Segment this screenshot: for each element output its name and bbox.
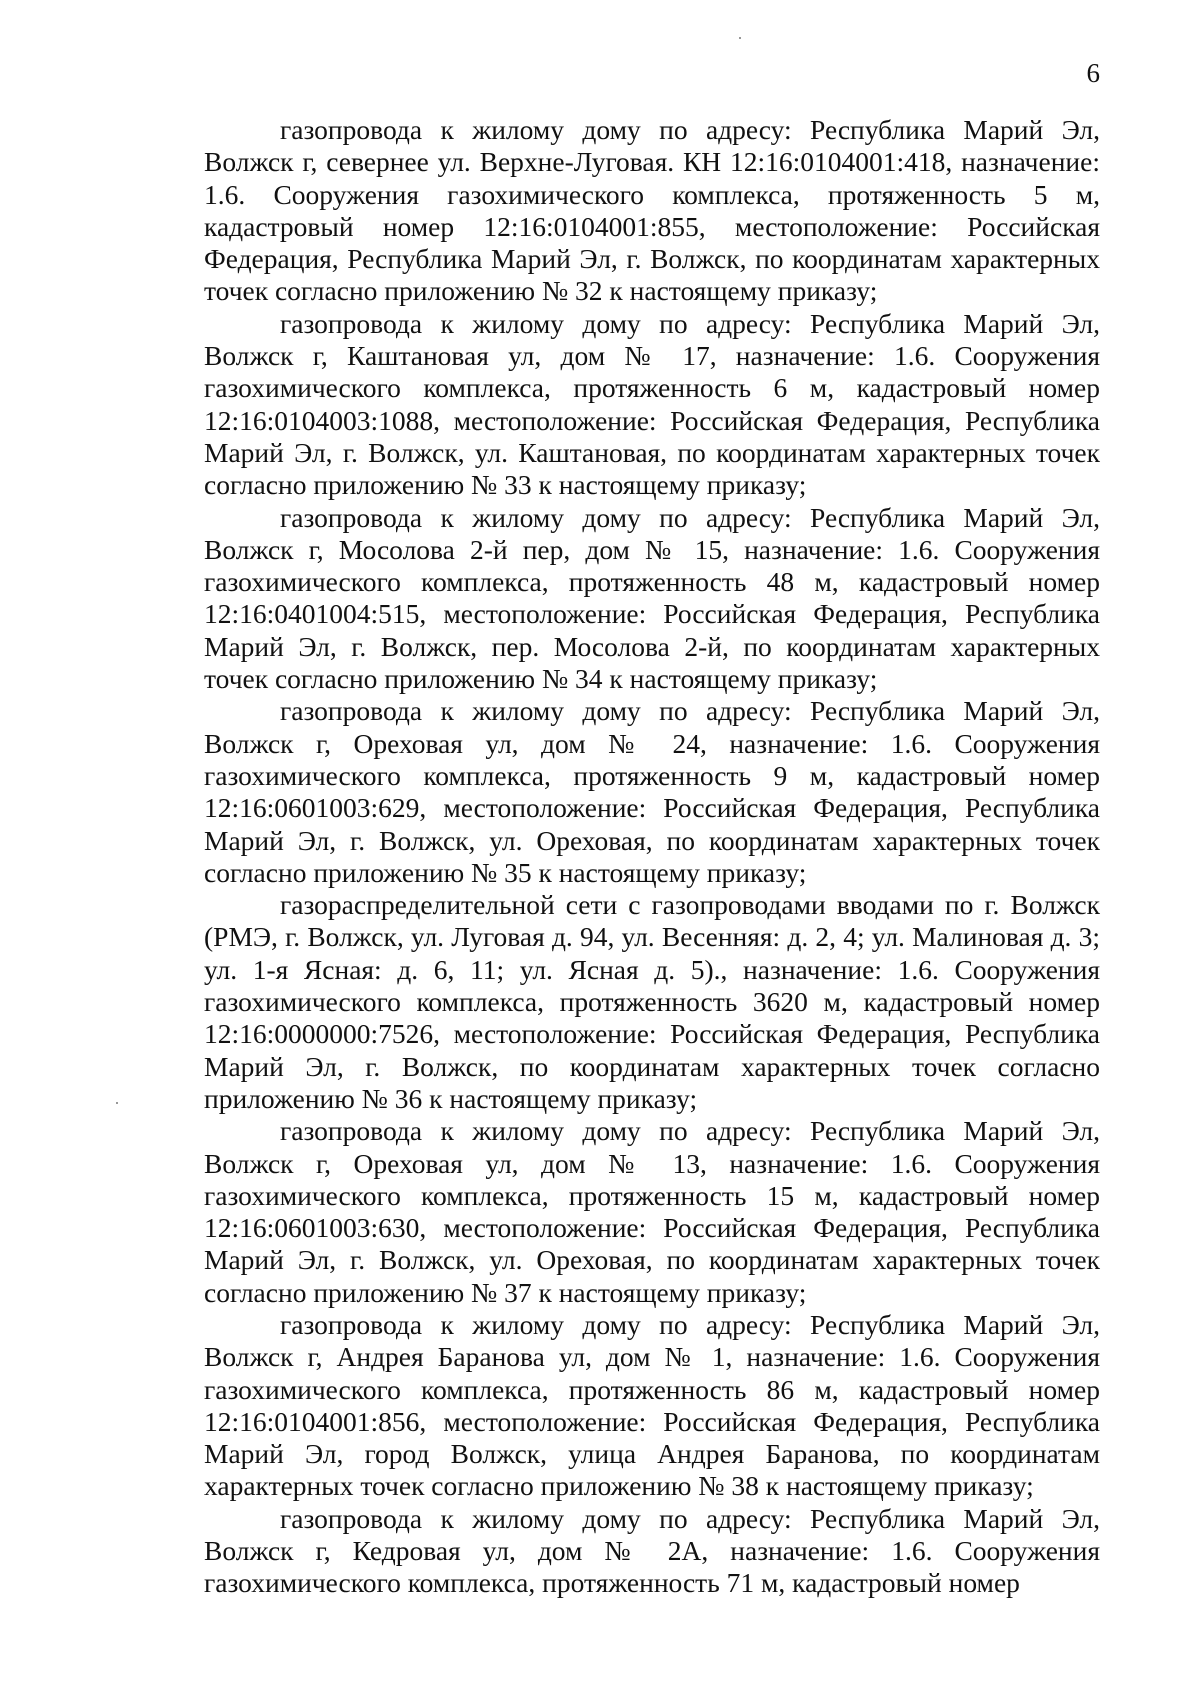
- paragraph-8: газопровода к жилому дому по адресу: Республика Марий Эл, Волжск г, Кедровая ул, дом № 2А, назначение: 1.6. Сооружения газохимического комплекса, протяженность 71 м, кадастровый номер: [204, 1502, 1100, 1599]
- paragraph-4: газопровода к жилому дому по адресу: Республика Марий Эл, Волжск г, Ореховая ул, дом № 24, назначение: 1.6. Сооружения газохимического комплекса, протяженность 9 м, кадастровый номер 12:16:0601003:629, местоположение: Российская Федерация, Республика Марий Эл, г. Волжск, ул. Ореховая, по координатам характерных точек согласно приложению № 35 к настоящему приказу;: [204, 695, 1100, 888]
- paragraph-2: газопровода к жилому дому по адресу: Республика Марий Эл, Волжск г, Каштановая ул, дом № 17, назначение: 1.6. Сооружения газохимического комплекса, протяженность 6 м, кадастровый номер 12:16:0104003:1088, местоположение: Российская Федерация, Республика Марий Эл, г. Волжск, ул. Каштановая, по координатам характерных точек согласно приложению № 33 к настоящему приказу;: [204, 307, 1100, 501]
- page-number: 6: [1086, 58, 1100, 88]
- scan-speck: [116, 1102, 118, 1104]
- scan-speck: [739, 37, 741, 39]
- paragraph-5: газораспределительной сети с газопроводами вводами по г. Волжск (РМЭ, г. Волжск, ул. Луговая д. 94, ул. Весенняя: д. 2, 4; ул. Малиновая д. 3; ул. 1-я Ясная: д. 6, 11; ул. Ясная д. 5)., назначение: 1.6. Сооружения газохимического комплекса, протяженность 3620 м, кадастровый номер 12:16:0000000:7526, местоположение: Российская Федерация, Республика Марий Эл, г. Волжск, по координатам характерных точек согласно приложению № 36 к настоящему приказу;: [204, 889, 1100, 1114]
- paragraph-3: газопровода к жилому дому по адресу: Республика Марий Эл, Волжск г, Мосолова 2-й пер, дом № 15, назначение: 1.6. Сооружения газохимического комплекса, протяженность 48 м, кадастровый номер 12:16:0401004:515, местоположение: Российская Федерация, Республика Марий Эл, г. Волжск, пер. Мосолова 2-й, по координатам характерных точек согласно приложению № 34 к настоящему приказу;: [204, 501, 1100, 695]
- document-body: [204, 114, 1100, 1600]
- paragraph-6: газопровода к жилому дому по адресу: Республика Марий Эл, Волжск г, Ореховая ул, дом № 13, назначение: 1.6. Сооружения газохимического комплекса, протяженность 15 м, кадастровый номер 12:16:0601003:630, местоположение: Российская Федерация, Республика Марий Эл, г. Волжск, ул. Ореховая, по координатам характерных точек согласно приложению № 37 к настоящему приказу;: [204, 1115, 1100, 1308]
- paragraph-1: газопровода к жилому дому по адресу: Республика Марий Эл, Волжск г, севернее ул. Верхне-Луговая. КН 12:16:0104001:418, назначение: 1.6. Сооружения газохимического комплекса, протяженность 5 м, кадастровый номер 12:16:0104001:855, местоположение: Российская Федерация, Республика Марий Эл, г. Волжск, по координатам характерных точек согласно приложению № 32 к настоящему приказу;: [204, 114, 1100, 307]
- paragraph-7: газопровода к жилому дому по адресу: Республика Марий Эл, Волжск г, Андрея Баранова ул, дом № 1, назначение: 1.6. Сооружения газохимического комплекса, протяженность 86 м, кадастровый номер 12:16:0104001:856, местоположение: Российская Федерация, Республика Марий Эл, город Волжск, улица Андрея Баранова, по координатам характерных точек согласно приложению № 38 к настоящему приказу;: [204, 1308, 1100, 1502]
